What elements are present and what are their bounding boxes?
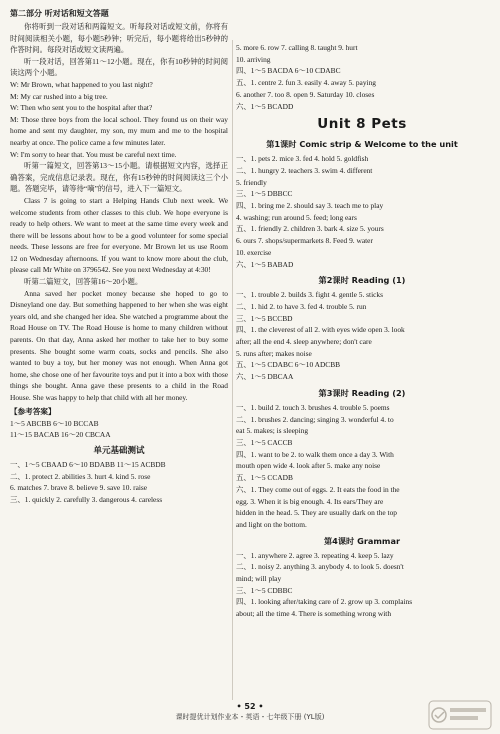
answer-line: 三、1～5 CACCB [236,437,293,447]
answer-line: after; all the end 4. sleep anywhere; don't care [236,337,372,347]
answer-line: egg. 3. When it is big enough. 4. Its ears/They are [236,496,384,506]
reference-answer-line: 1～5 ABCBB 6～10 BCCAB [10,418,99,428]
answer-line: 五、1. friendly 2. children 3. bark 4. size 5. yours [236,224,384,234]
lesson-title: 第3课时 Reading (2) [318,387,406,398]
answer-line: hidden in the head. 5. They are usually dark on the top [236,508,397,518]
watermark-logo [428,700,492,730]
answer-line: 10. arriving [236,54,271,64]
answer-line: 六、1. They come out of eggs. 2. It eats the food in the [236,484,400,494]
answer-line: 三、1～5 DBBCC [236,189,293,199]
answer-line: 4. washing; run around 5. feed; long ears [236,212,357,222]
answer-line: 5. friendly [236,177,267,187]
passage1-intro: 听第一篇短文，回答第13～15小题。请根据短文内容，选择正确答案，完成信息记录表。现在，你有15秒钟的时间阅读这三个小题。答题完毕，请等待“嘀”的信号，进入下一篇短文。 [10,161,228,194]
answer-line: 六、1～5 DBCAA [236,372,294,382]
unit-test-title: 单元基础测试 [93,446,145,456]
answer-line: 四、1. bring me 2. should say 3. teach me to play [236,201,384,211]
instructions: 你将听到一段对话和两篇短文。听每段对话或短文前，你将有时间阅读相关小题，每小题5秒钟；听完后，每小题将给出5秒钟的作答时间。每段对话或短文读两遍。 [10,22,228,55]
unit-title: Unit 8 Pets [317,116,407,133]
dialogue-line: M: My car rushed into a big tree. [10,91,108,101]
lesson-title: 第2课时 Reading (1) [318,275,406,286]
answer-line: 五、1～5 CDABC 6～10 ADCBB [236,360,341,370]
answer-line: 一、1. build 2. touch 3. brushes 4. trouble 5. poems [236,402,390,412]
answer-line: 一、1. anywhere 2. agree 3. repeating 4. keep 5. lazy [236,550,394,560]
dialogue-line: W: I'm sorry to hear that. You must be careful next time. [10,149,177,159]
answer-line: 二、1. brushes 2. dancing; singing 3. wonderful 4. to [236,414,394,424]
answer-line: 5. more 6. row 7. calling 8. taught 9. hurt [236,43,358,52]
answer-line: mouth open wide 4. look after 5. make any noise [236,461,381,471]
left-column [10,6,228,506]
unit-test-line: 三、1. quickly 2. carefully 3. dangerous 4. careless [10,495,163,505]
answer-line: and light on the bottom. [236,519,307,529]
right-column [236,42,488,620]
answer-line: 10. exercise [236,247,272,257]
answer-line: 三、1～5 BCCBD [236,313,293,323]
answer-line: 六、1～5 BCADD [236,101,294,111]
answer-line: about; all the time 4. There is something wrong with [236,609,392,619]
unit-test-line: 6. matches 7. brave 8. believe 9. save 10. raise [10,483,148,493]
answer-line: 五、1～5 CCADB [236,473,293,483]
answer-line: 四、1. the cleverest of all 2. with eyes wide open 3. look [236,325,405,335]
column-divider [232,40,233,700]
unit-test-line: 一、1～5 CBAAD 6～10 BDABB 11～15 ACBDB [10,460,166,469]
answer-line: 6. ours 7. shops/supermarkets 8. Feed 9. water [236,236,373,246]
reference-answer-line: 11～15 BACAB 16～20 CBCAA [10,430,111,440]
answer-line: 四、1～5 BACDA 6～10 CDABC [236,66,341,76]
dialogue-line: W: Then who sent you to the hospital after that? [10,103,153,113]
lesson-title: 第4课时 Grammar [323,535,401,546]
answer-line: 5. runs after; makes noise [236,348,312,358]
answer-line: 六、1～5 BABAD [236,259,294,269]
answer-line: 一、1. trouble 2. builds 3. fight 4. gentle 5. sticks [236,290,383,300]
answer-line: 6. another 7. too 8. open 9. Saturday 10. closes [236,89,375,99]
answer-line: 四、1. looking after/taking care of 2. grow up 3. complains [236,597,413,607]
dialogue-line: M: Those three boys from the local school. They found us on their way home and sent my daughter, my son, my mum and me to the hospital nearby at once. The police came a few minutes later. [10,114,228,147]
passage2-intro: 听第二篇短文，回答第16～20小题。 [24,277,143,287]
passage2: Anna saved her pocket money because she hoped to go to Disneyland one day. But something happened to her when she was eight years old, and she changed her idea. She watched a programme about the Road House on TV. The Road House is home to many children without parents. On that day, Anna asked her mother to take her to buy some presents. She bought some warm coats, socks and pencils. She also wanted to buy a toy, but her money was not enough. When Anna got home, she chose one of her favourite toys and put it into a box with those things she bought. Anna gave these presents to a child in the Road House. She was happy to help that child with all her money. [10,288,228,402]
passage1: Class 7 is going to start a Helping Hands Club next week. We welcome students from other classes to this club. We hope everyone is ready to help others. We want to meet at the same time every week and there will be lessons about how to be a good volunteer for some special needs. These lessons are free for everyone. Mr Brown let us use Room 12 on Wednesday afternoons. If you want to know more about the club, please call Mr White on 3796542. See you next Wednesday at 4:30! [10,195,228,275]
dialogue-intro: 听一段对话，回答第11～12小题。现在，你有10秒钟的时间阅读这两个小题。 [10,56,228,78]
answer-line: 三、1～5 CDBBC [236,585,293,595]
answer-line: mind; will play [236,574,282,584]
answer-line: 一、1. pets 2. mice 3. fed 4. hold 5. goldfish [236,154,369,164]
unit-test-line: 二、1. protect 2. abilities 3. hurt 4. kind 5. rose [10,471,151,481]
reference-answers-title: 【参考答案】 [10,406,56,416]
lesson-title: 第1课时 Comic strip & Welcome to the unit [266,139,458,150]
answer-line: 二、1. noisy 2. anything 3. anybody 4. to look 5. doesn't [236,562,404,572]
answer-line: 二、1. hid 2. to have 3. fed 4. trouble 5. run [236,301,367,311]
answer-line: 五、1. centre 2. fun 3. easily 4. away 5. paying [236,78,376,88]
section-title: 第二部分 听对话和短文答题 [10,9,109,18]
answer-line: 四、1. want to be 2. to walk them once a day 3. With [236,449,394,459]
footer-text: 课时提优计划作业本・英语・七年级下册 (YL版) [175,713,325,721]
answer-line: eat 5. makes; is sleeping [236,426,309,436]
dialogue-line: W: Mr Brown, what happened to you last night? [10,79,153,89]
page-number: • 52 • [236,702,264,711]
answer-line: 二、1. hungry 2. teachers 3. swim 4. different [236,165,373,175]
